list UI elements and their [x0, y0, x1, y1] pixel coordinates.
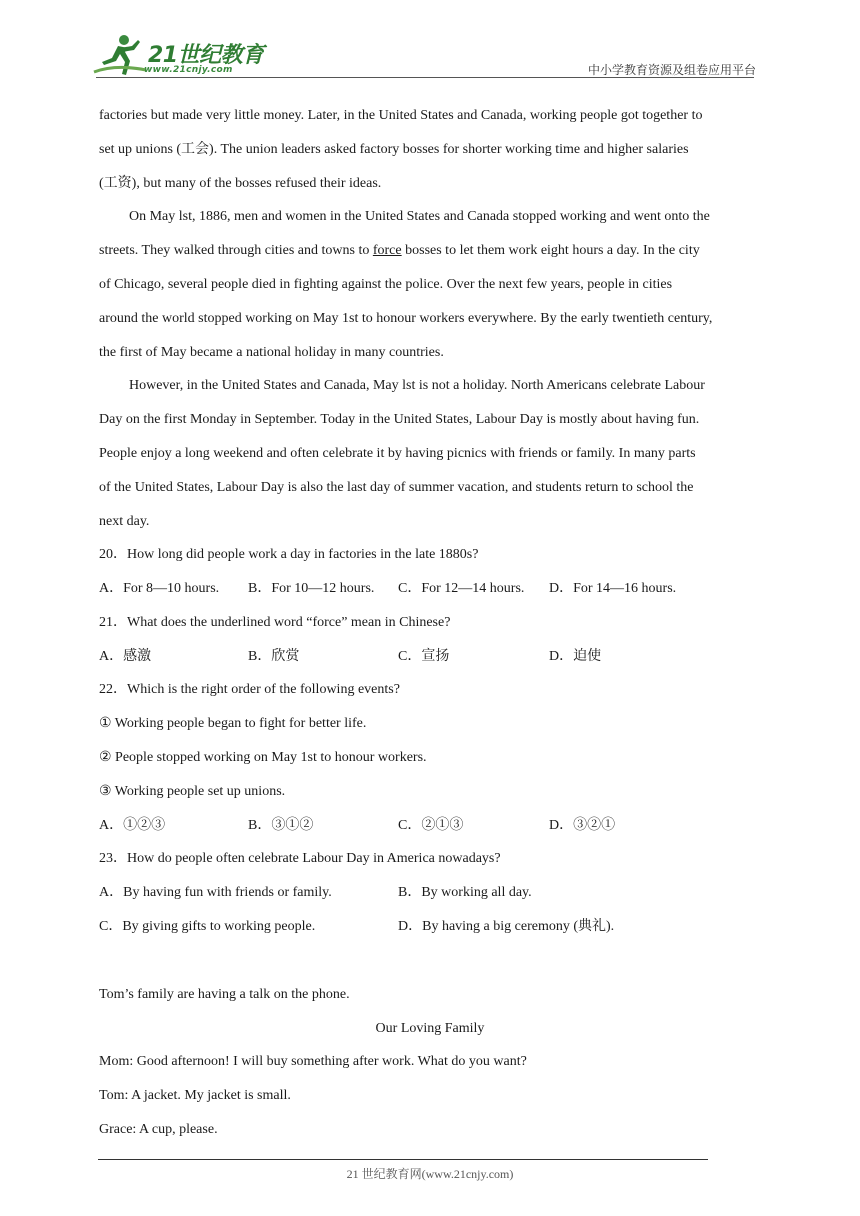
passage-line: People enjoy a long weekend and often celebrate it by having picnics with friends or family. In many parts: [99, 446, 696, 461]
q22-option-b: B．③①②: [248, 818, 314, 833]
passage-line: of the United States, Labour Day is also the last day of summer vacation, and students return to school the: [99, 480, 694, 495]
logo-text: 21世纪教育: [148, 43, 264, 68]
page-header: [0, 0, 860, 80]
passage-line: On May lst, 1886, men and women in the United States and Canada stopped working and went onto the: [129, 209, 710, 224]
dialogue-line: Mom: Good afternoon! I will buy something after work. What do you want?: [99, 1054, 527, 1069]
passage-line: of Chicago, several people died in fighting against the police. Over the next few years, people in cities: [99, 277, 673, 292]
passage-line: the first of May became a national holiday in many countries.: [99, 345, 444, 360]
question-21-stem: 21．What does the underlined word “force” mean in Chinese?: [99, 615, 451, 630]
passage-line: (工资), but many of the bosses refused their ideas.: [99, 176, 382, 191]
runner-logo-icon: [92, 32, 148, 78]
header-platform-text: 中小学教育资源及组卷应用平台: [587, 63, 756, 77]
passage-line: set up unions (工会). The union leaders asked factory bosses for shorter working time and higher salaries: [99, 142, 689, 157]
logo: [92, 32, 262, 80]
q20-option-a: A．For 8—10 hours.: [99, 581, 220, 596]
question-23-stem: 23．How do people often celebrate Labour Day in America nowadays?: [99, 851, 501, 866]
q22-option-c: C．②①③: [398, 818, 464, 833]
q20-option-d: D．For 14—16 hours.: [549, 581, 677, 596]
q23-option-a: A．By having fun with friends or family.: [99, 885, 332, 900]
q21-option-d: D．迫使: [549, 649, 602, 664]
passage-line: [99, 242, 700, 260]
q22-option-a: A．①②③: [99, 818, 166, 833]
text-segment: bosses to let them work eight hours a day. In the city: [401, 243, 700, 258]
question-22-stem: 22．Which is the right order of the following events?: [99, 682, 400, 697]
q23-option-b: B．By working all day.: [398, 885, 532, 900]
footer-divider: [98, 1159, 708, 1160]
dialogue-line: Tom: A jacket. My jacket is small.: [99, 1088, 291, 1103]
q23-option-d: D．By having a big ceremony (典礼).: [398, 919, 615, 934]
q22-event-2: ② People stopped working on May 1st to honour workers.: [99, 750, 427, 765]
logo-site: www.21cnjy.com: [144, 65, 233, 75]
passage-line: next day.: [99, 514, 150, 529]
question-20-stem: 20．How long did people work a day in factories in the late 1880s?: [99, 547, 479, 562]
passage-line: Day on the first Monday in September. Today in the United States, Labour Day is mostly about having fun.: [99, 412, 700, 427]
footer-text: 21 世纪教育网(www.21cnjy.com): [346, 1167, 514, 1181]
text-segment: streets. They walked through cities and towns to: [99, 243, 373, 258]
q21-option-a: A．感激: [99, 649, 152, 664]
dialogue-line: Grace: A cup, please.: [99, 1122, 218, 1137]
q22-event-3: ③ Working people set up unions.: [99, 784, 286, 799]
section-title: Our Loving Family: [375, 1021, 485, 1036]
q21-option-b: B．欣赏: [248, 649, 300, 664]
q20-option-b: B．For 10—12 hours.: [248, 581, 375, 596]
passage-line: However, in the United States and Canada, May lst is not a holiday. North Americans celebrate Labour: [129, 378, 705, 393]
section-intro: Tom’s family are having a talk on the phone.: [99, 987, 350, 1002]
q23-option-c: C．By giving gifts to working people.: [99, 919, 316, 934]
underlined-word: force: [372, 243, 402, 258]
q21-option-c: C．宣扬: [398, 649, 450, 664]
q22-option-d: D．③②①: [549, 818, 616, 833]
passage-line: factories but made very little money. Later, in the United States and Canada, working people got together to: [99, 108, 703, 123]
q20-option-c: C．For 12—14 hours.: [398, 581, 525, 596]
q22-event-1: ① Working people began to fight for better life.: [99, 716, 367, 731]
passage-line: around the world stopped working on May 1st to honour workers everywhere. By the early twentieth century,: [99, 311, 713, 326]
header-divider: [96, 77, 754, 78]
